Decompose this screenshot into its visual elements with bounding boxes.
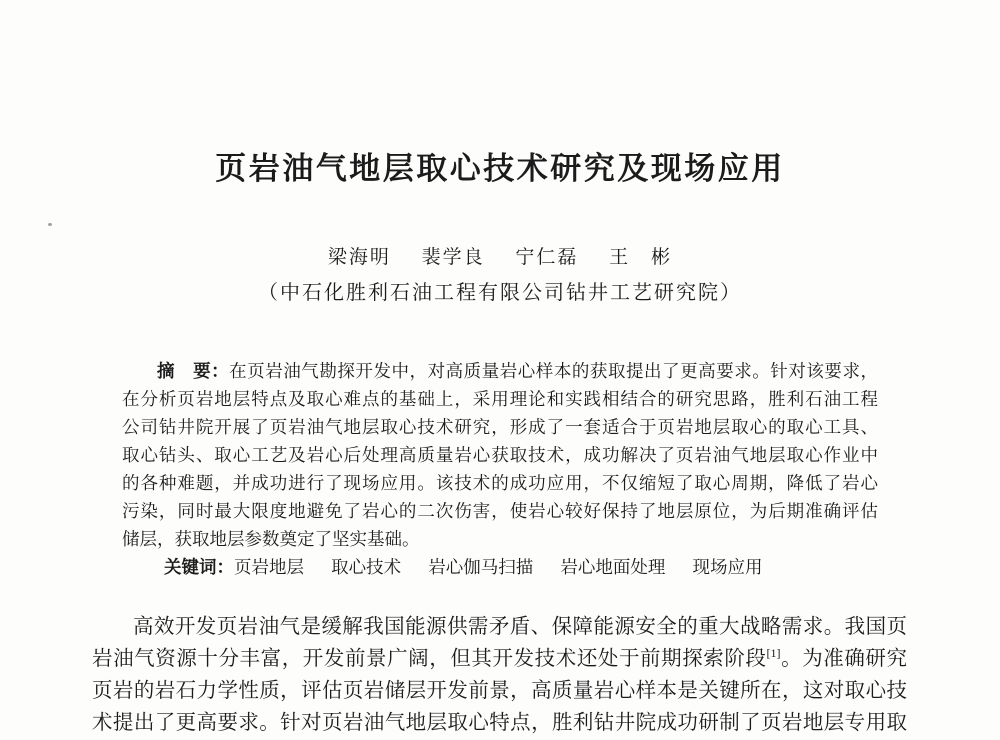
author-name: 梁海明 [327,247,391,268]
affiliation: （中石化胜利石油工程有限公司钻井工艺研究院） [258,282,742,304]
author-name: 裴学良 [421,247,485,268]
abstract-section [122,357,878,581]
body-line: 页岩的岩石力学性质，评估页岩储层开发前景，高质量岩心样本是关键所在，这对取心技 [92,680,907,702]
keyword-item: 取心技术 [331,557,402,577]
keyword-item: 现场应用 [692,557,763,577]
body-text: 岩油气资源十分丰富，开发前景广阔，但其开发技术还处于前期探索阶段 [92,648,767,670]
keyword-item: 岩心地面处理 [560,557,666,577]
abstract-line: 公司钻井院开展了页岩油气地层取心技术研究，形成了一套适合于页岩地层取心的取心工具、 [122,417,878,437]
keyword-item: 页岩地层 [234,557,304,577]
citation-ref: [1] [766,646,781,661]
body-line [92,643,907,675]
keywords-label: 关键词： [164,557,234,577]
abstract-line: 污染，同时最大限度地避免了岩心的二次伤害，使岩心较好保持了地层原位，为后期准确评估 [122,501,878,521]
paper-title: 页岩油气地层取心技术研究及现场应用 [215,151,785,186]
author-name: 王 彬 [609,247,673,268]
abstract-line: 取心钻头、取心工艺及岩心后处理高质量岩心获取技术，成功解决了页岩油气地层取心作业中 [122,445,878,465]
scan-artifact-dot [48,223,52,226]
abstract-label: 摘 要： [157,361,230,381]
body-text-section [92,611,907,739]
body-text: 。为准确研究 [780,648,908,670]
author-name: 宁仁磊 [515,247,579,268]
body-line: 高效开发页岩油气是缓解我国能源供需矛盾、保障能源安全的重大战略需求。我国页 [133,616,907,638]
abstract-line: 在分析页岩地层特点及取心难点的基础上，采用理论和实践相结合的研究思路，胜利石油工程 [122,389,878,409]
abstract-text: 在页岩油气勘探开发中，对高质量岩心样本的获取提出了更高要求。针对该要求， [229,361,878,381]
keyword-item: 岩心伽马扫描 [428,557,534,577]
author-list [0,245,1000,271]
body-line: 术提出了更高要求。针对页岩油气地层取心特点，胜利钻井院成功研制了页岩地层专用取 [92,712,907,734]
abstract-line [122,357,878,385]
abstract-line: 的各种难题，并成功进行了现场应用。该技术的成功应用，不仅缩短了取心周期，降低了岩心 [122,473,878,493]
keywords-line [122,553,878,581]
abstract-line: 储层，获取地层参数奠定了坚实基础。 [122,529,420,549]
